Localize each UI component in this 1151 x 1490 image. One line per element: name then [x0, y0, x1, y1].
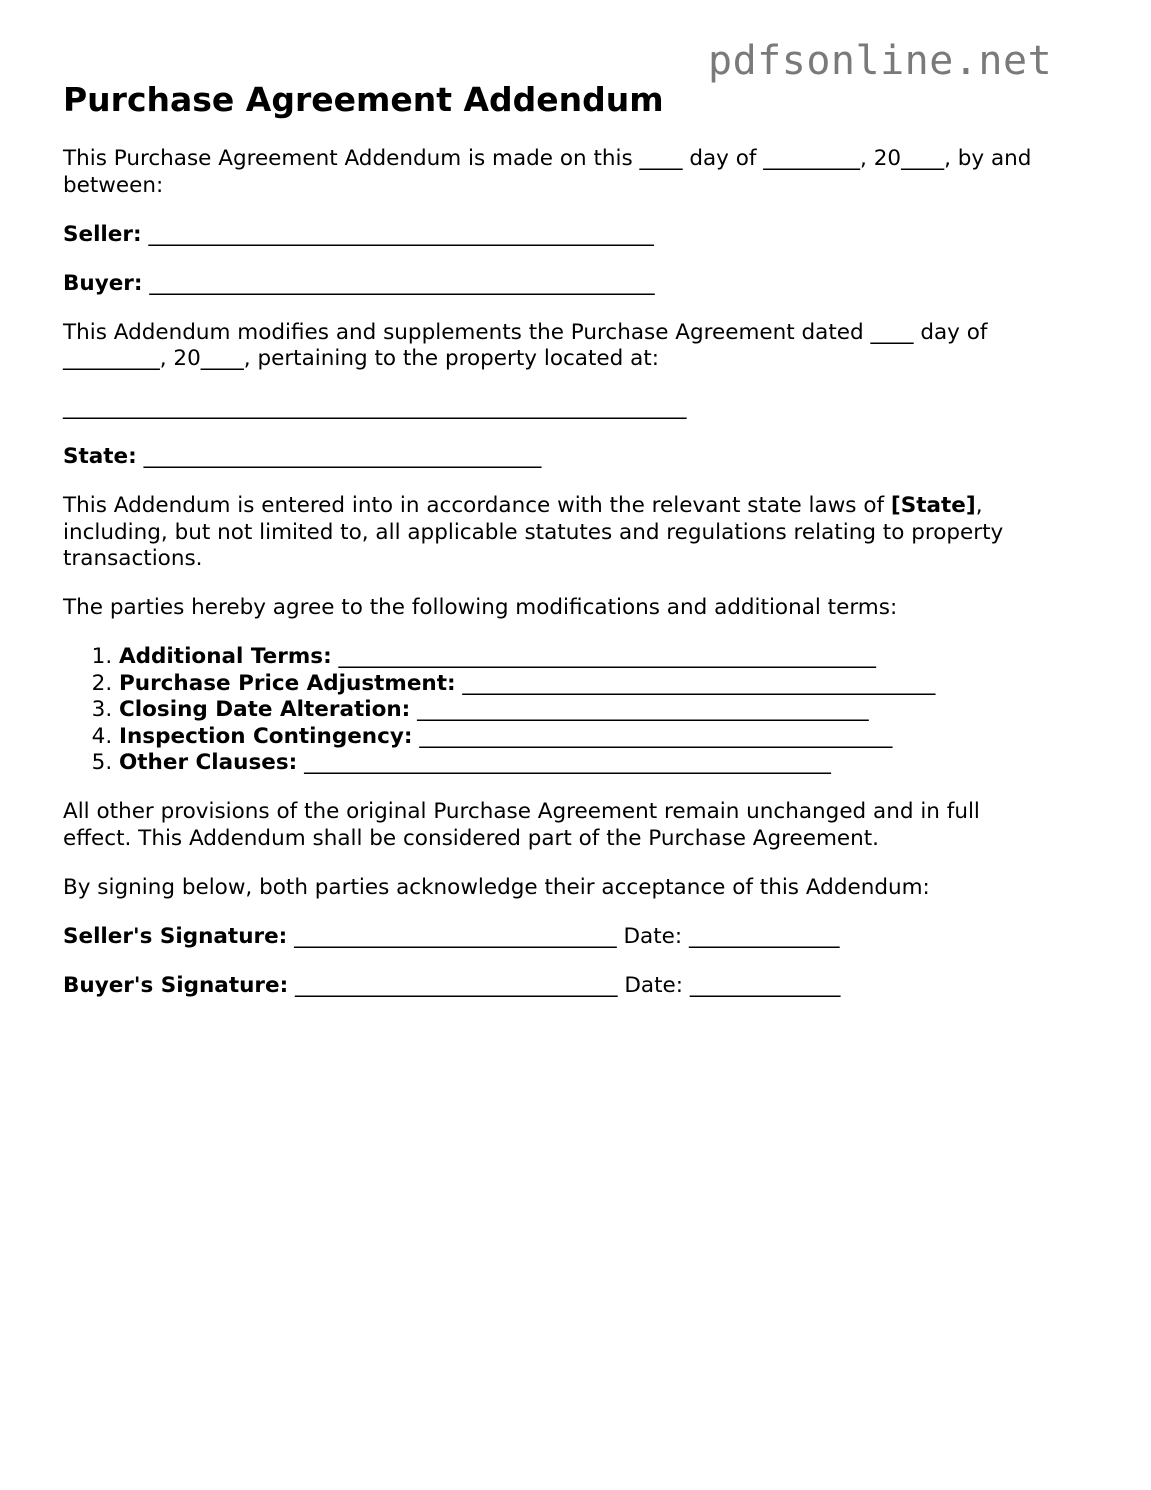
laws-text-after: , including, but not limited to, all applicable statutes and regulations relating to property transactions. — [63, 493, 1004, 571]
term-label-inspection: Inspection Contingency: — [119, 723, 413, 749]
buyer-signature-line — [63, 973, 1053, 1000]
buyer-signature-label: Buyer's Signature: — [63, 972, 289, 998]
buyer-date-label: Date: — [624, 972, 684, 998]
modifies-paragraph: This Addendum modifies and supplements the Purchase Agreement dated ____ day of _________, 20____, pertaining to the property located at: — [63, 319, 988, 371]
signing-paragraph: By signing below, both parties acknowledge their acceptance of this Addendum: — [63, 874, 930, 900]
terms-list — [63, 644, 1053, 777]
buyer-line — [63, 271, 1053, 298]
term-blank-closing-date[interactable]: __________________________________________ — [417, 697, 869, 722]
seller-date-label: Date: — [623, 923, 683, 949]
state-label: State: — [63, 444, 137, 469]
term-label-purchase-price: Purchase Price Adjustment: — [119, 670, 456, 696]
seller-signature-line — [63, 924, 1053, 951]
list-item — [119, 644, 1053, 671]
property-address-blank[interactable]: __________________________________________________________ — [63, 395, 687, 420]
laws-text-before: This Addendum is entered into in accordance with the relevant state laws of — [63, 493, 891, 518]
laws-paragraph — [63, 493, 1053, 573]
term-label-other-clauses: Other Clauses: — [119, 750, 298, 775]
state-blank[interactable]: _____________________________________ — [143, 444, 542, 469]
buyer-blank[interactable]: _______________________________________________ — [149, 270, 655, 296]
term-blank-other-clauses[interactable]: _________________________________________________ — [304, 750, 831, 775]
buyer-label: Buyer: — [63, 270, 143, 296]
seller-blank[interactable]: _______________________________________________ — [148, 221, 654, 247]
list-item — [119, 697, 1053, 724]
agree-paragraph: The parties hereby agree to the following modifications and additional terms: — [63, 595, 898, 620]
laws-state-placeholder: [State] — [890, 493, 976, 518]
term-blank-additional-terms[interactable]: __________________________________________________ — [338, 644, 877, 669]
buyer-date-blank[interactable]: ______________ — [689, 972, 841, 998]
list-item — [119, 724, 1053, 751]
buyer-signature-blank[interactable]: ______________________________ — [295, 972, 618, 998]
document-body — [63, 146, 1053, 1022]
watermark: pdfsonline.net — [708, 38, 1053, 84]
term-blank-inspection[interactable]: ____________________________________________ — [419, 723, 893, 749]
seller-signature-blank[interactable]: ______________________________ — [294, 923, 617, 949]
seller-date-blank[interactable]: ______________ — [688, 923, 840, 949]
seller-signature-label: Seller's Signature: — [63, 923, 288, 949]
term-blank-purchase-price[interactable]: ____________________________________________ — [462, 670, 936, 696]
state-line — [63, 444, 1053, 471]
intro-paragraph: This Purchase Agreement Addendum is made on this ____ day of _________, 20____, by and between: — [63, 146, 1032, 198]
seller-label: Seller: — [63, 221, 142, 247]
provisions-paragraph: All other provisions of the original Purchase Agreement remain unchanged and in full effect. This Addendum shall be considered part of the Purchase Agreement. — [63, 799, 980, 851]
term-label-closing-date: Closing Date Alteration: — [119, 697, 411, 722]
document-title: Purchase Agreement Addendum — [63, 80, 664, 119]
list-item — [119, 671, 1053, 698]
term-label-additional-terms: Additional Terms: — [119, 644, 332, 669]
list-item — [119, 750, 1053, 777]
seller-line — [63, 222, 1053, 249]
